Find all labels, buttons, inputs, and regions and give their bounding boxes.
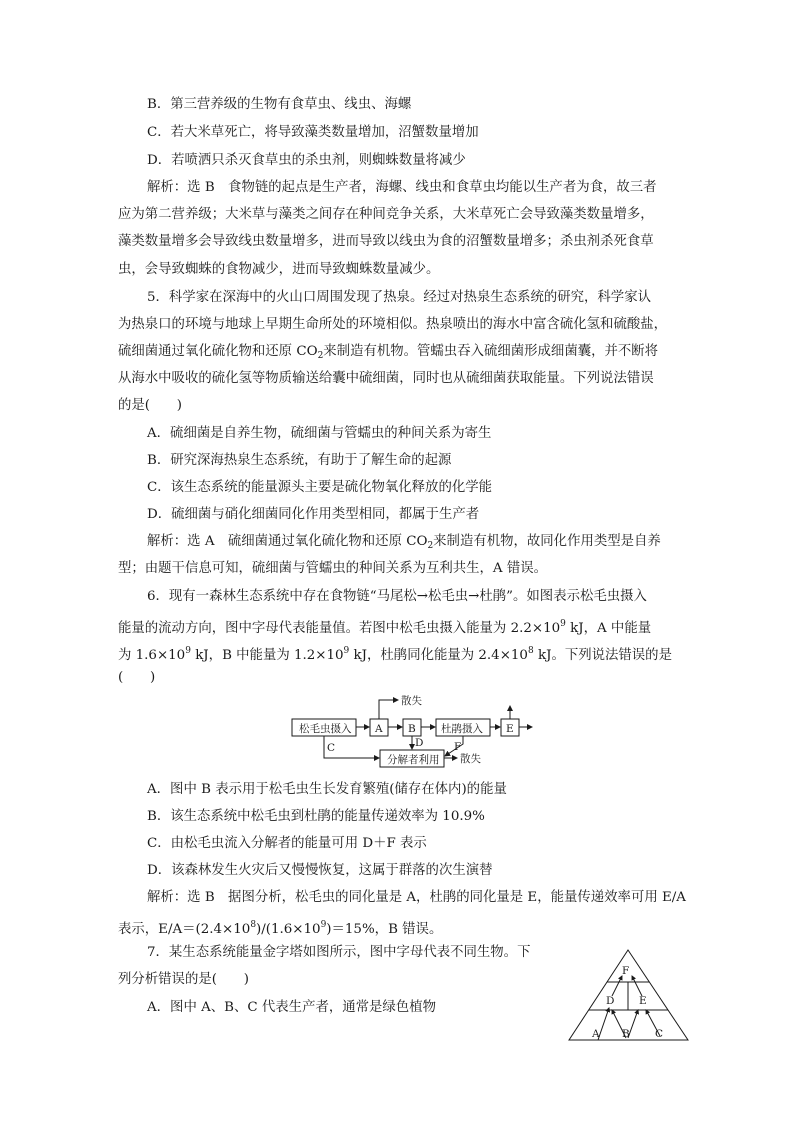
pyramid-label-c: C [655, 1028, 664, 1040]
superscript: 9 [343, 646, 350, 656]
pyramid-label-b: B [622, 1028, 630, 1040]
q6-stem-text: 为 1.6×10 [118, 648, 186, 663]
q6-stem: ( ) [118, 670, 156, 685]
q5-analysis-text: 来制造有机物，故同化作用类型是自养 [433, 534, 661, 549]
q7-stem: 7．某生态系统能量金字塔如图所示，图中字母代表不同生物。下 [147, 945, 531, 960]
q5-stem: 从海水中吸收的硫化氢等物质输送给囊中硫细菌，同时也从硫细菌获取能量。下列说法错误 [118, 371, 654, 386]
q7-option-a: A．图中 A、B、C 代表生产者，通常是绿色植物 [147, 1000, 436, 1015]
box-a-label: A [375, 723, 383, 735]
subscript: 2 [427, 541, 434, 551]
q6-analysis: 解析：选 B 据图分析，松毛虫的同化量是 A，杜鹃的同化量是 E，能量传递效率可用 E/A [147, 890, 686, 905]
q6-analysis-text: 表示，E/A＝(2.4×10 [118, 922, 251, 937]
q5-stem: 的是( ) [118, 398, 183, 413]
superscript: 9 [560, 619, 566, 629]
q5-stem: 5．科学家在深海中的火山口周围发现了热泉。经过对热泉生态系统的研究，科学家认 [147, 290, 651, 305]
label-f: F [454, 741, 462, 753]
q6-option-c: C．由松毛虫流入分解者的能量可用 D＋F 表示 [147, 836, 427, 851]
energy-pyramid-diagram [566, 946, 694, 1046]
q6-stem-text: kJ，A 中能量 [565, 621, 652, 636]
box-intake-label: 松毛虫摄入 [299, 723, 352, 735]
superscript: 9 [320, 920, 327, 930]
q5-stem: 为热泉口的环境与地球上早期生命所处的环境相似。热泉喷出的海水中富含硫化氢和硫酸盐， [118, 317, 668, 332]
q6-stem: 6．现有一森林生态系统中存在食物链“马尾松→松毛虫→杜鹃”。如图表示松毛虫摄入 [147, 589, 647, 604]
q5-analysis-text: 解析：选 A 硫细菌通过氧化硫化物和还原 CO [147, 534, 428, 549]
q7-stem: 列分析错误的是( ) [118, 972, 249, 987]
q4-option-d: D．若喷洒只杀灭食草虫的杀虫剂，则蜘蛛数量将减少 [147, 153, 466, 168]
q5-analysis: 型；由题干信息可知，硫细菌与管蠕虫的种间关系为互利共生，A 错误。 [118, 561, 548, 576]
q6-stem [118, 642, 672, 665]
pyramid-label-f: F [622, 965, 630, 977]
q5-option-d: D．硫细菌与硝化细菌同化作用类型相同，都属于生产者 [147, 507, 480, 522]
q6-analysis [118, 916, 442, 939]
q6-stem [118, 615, 651, 638]
superscript: 8 [527, 646, 534, 656]
pyramid-label-d: D [606, 995, 615, 1007]
box-b-label: B [408, 723, 416, 735]
q5-option-a: A．硫细菌是自养生物，硫细菌与管蠕虫的种间关系为寄生 [147, 426, 492, 441]
q5-analysis [147, 533, 661, 555]
q6-option-a: A．图中 B 表示用于松毛虫生长发育繁殖(储存在体内)的能量 [147, 782, 507, 797]
q4-analysis-line: 应为第二营养级；大米草与藻类之间存在种间竞争关系，大米草死亡会导致藻类数量增多， [118, 207, 654, 222]
superscript: 8 [250, 920, 257, 930]
q5-stem-text: 硫细菌通过氧化硫化物和还原 CO [118, 344, 318, 359]
q6-stem-text: 能量的流动方向，图中字母代表能量值。若图中松毛虫摄入能量为 2.2×10 [118, 621, 561, 636]
q6-option-d: D．该森林发生火灾后又慢慢恢复，这属于群落的次生演替 [147, 863, 493, 878]
box-e-label: E [506, 723, 514, 735]
box-decomposer-label: 分解者利用 [387, 754, 440, 766]
label-c: C [327, 742, 336, 754]
box-cuckoo-label: 杜鹃摄入 [441, 723, 483, 735]
q4-analysis-line: 虫，会导致蜘蛛的食物减少，进而导致蜘蛛数量减少。 [118, 262, 440, 277]
q6-stem-text: kJ，杜鹃同化能量为 2.4×10 [349, 648, 528, 663]
q6-stem-text: kJ。下列说法错误的是 [533, 648, 672, 663]
q4-analysis-line: 藻类数量增多会导致线虫数量增多，进而导致以线虫为食的沼蟹数量增多；杀虫剂杀死食草 [118, 234, 654, 249]
superscript: 9 [185, 646, 191, 656]
q6-option-b: B．该生态系统中松毛虫到杜鹃的能量传递效率为 10.9% [147, 809, 485, 824]
loss-top-label: 散失 [401, 695, 422, 707]
energy-flow-diagram [280, 690, 550, 775]
q5-option-c: C．该生态系统的能量源头主要是硫化物氧化释放的化学能 [147, 480, 493, 495]
q4-option-c: C．若大米草死亡，将导致藻类数量增加，沼蟹数量增加 [147, 125, 479, 140]
q6-stem-text: kJ，B 中能量为 1.2×10 [190, 648, 344, 663]
q4-analysis-line: 解析：选 B 食物链的起点是生产者，海螺、线虫和食草虫均能以生产者为食，故三者 [147, 180, 657, 195]
label-d: D [415, 737, 424, 749]
q5-stem [118, 343, 658, 365]
q6-analysis-text: )/(1.6×10 [256, 922, 321, 937]
q5-option-b: B．研究深海热泉生态系统，有助于了解生命的起源 [147, 453, 452, 468]
pyramid-label-e: E [639, 995, 647, 1007]
pyramid-label-a: A [592, 1028, 600, 1040]
q5-stem-text: 来制造有机物。管蠕虫吞入硫细菌形成细菌囊，并不断将 [323, 344, 659, 359]
loss-right-label: 散失 [460, 753, 481, 765]
q4-option-b: B．第三营养级的生物有食草虫、线虫、海螺 [147, 97, 412, 112]
subscript: 2 [317, 351, 324, 361]
q6-analysis-text: )＝15%，B 错误。 [326, 922, 443, 937]
